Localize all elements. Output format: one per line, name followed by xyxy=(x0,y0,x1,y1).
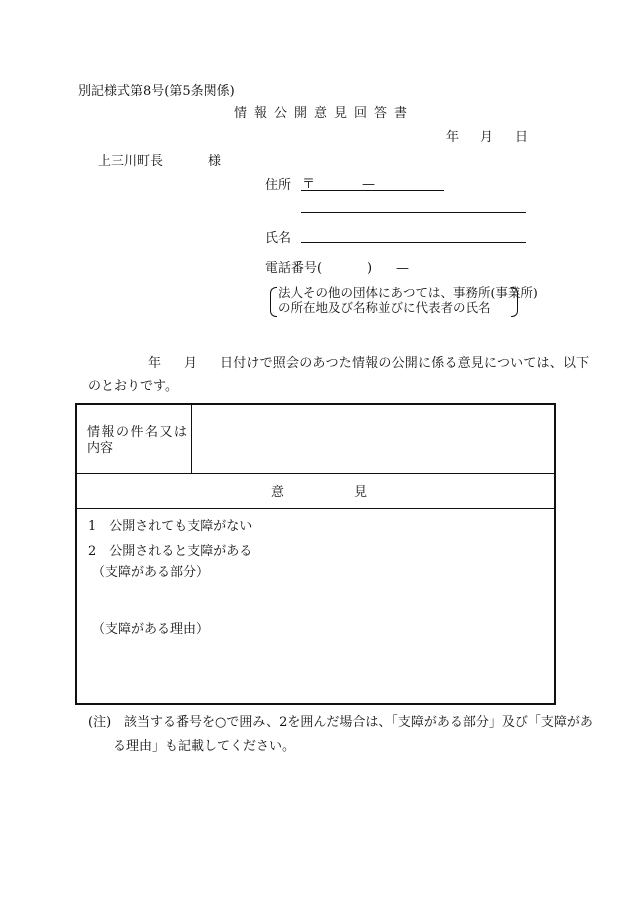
note-line2: る理由」も記載してください。 xyxy=(113,739,296,754)
phone-label: 電話番号( xyxy=(265,261,323,276)
date-year: 年 xyxy=(446,130,460,145)
postal-mark: 〒 xyxy=(302,177,316,192)
subject-value-cell[interactable] xyxy=(191,405,554,471)
name-label: 氏名 xyxy=(265,231,292,246)
corp-note-bracket-left xyxy=(270,287,277,317)
opinion-header-char1: 意 xyxy=(271,485,285,500)
postal-dash: — xyxy=(362,177,375,192)
option-impediment[interactable]: 2 公開されると支障がある xyxy=(88,544,253,559)
date-month: 月 xyxy=(480,130,494,145)
addressee-name: 上三川町長 xyxy=(98,154,164,169)
note-prefix: (注) xyxy=(88,715,112,730)
impediment-reason-label: （支障がある理由） xyxy=(92,622,210,637)
name-line[interactable] xyxy=(301,242,526,243)
intro-line1: 日付けで照会のあつた情報の公開に係る意見については、以下 xyxy=(220,356,590,371)
subject-label-line1: 情報の件名又は xyxy=(87,425,189,440)
intro-line2: のとおりです。 xyxy=(88,379,178,394)
intro-month: 月 xyxy=(184,356,198,371)
subject-row-bottom-border xyxy=(77,473,554,474)
address-line[interactable] xyxy=(301,212,526,213)
subject-label-line2: 内容 xyxy=(87,441,114,456)
opinion-header-char2: 見 xyxy=(354,485,368,500)
date-day: 日 xyxy=(515,130,529,145)
form-number: 別記様式第8号(第5条関係) xyxy=(78,84,235,99)
address-label: 住所 xyxy=(265,178,292,193)
addressee-honorific: 様 xyxy=(208,154,222,169)
corp-note-bracket-right xyxy=(511,287,518,317)
phone-close: ) xyxy=(367,261,373,276)
corp-note-line1: 法人その他の団体にあつては、事務所(事業所) xyxy=(278,285,538,300)
option-no-impediment[interactable]: 1 公開されても支障がない xyxy=(88,519,253,534)
opinion-header-bottom-border xyxy=(77,508,554,509)
corp-note-line2: の所在地及び名称並びに代表者の氏名 xyxy=(278,300,491,315)
impediment-part-label: （支障がある部分） xyxy=(92,565,210,580)
phone-dash: — xyxy=(396,261,409,276)
postal-code-line[interactable] xyxy=(301,190,444,191)
document-title: 情報公開意見回答書 xyxy=(234,106,415,121)
intro-year: 年 xyxy=(148,356,162,371)
note-line1: 該当する番号を○で囲み、2を囲んだ場合は、「支障がある部分」及び「支障があ xyxy=(124,715,593,730)
